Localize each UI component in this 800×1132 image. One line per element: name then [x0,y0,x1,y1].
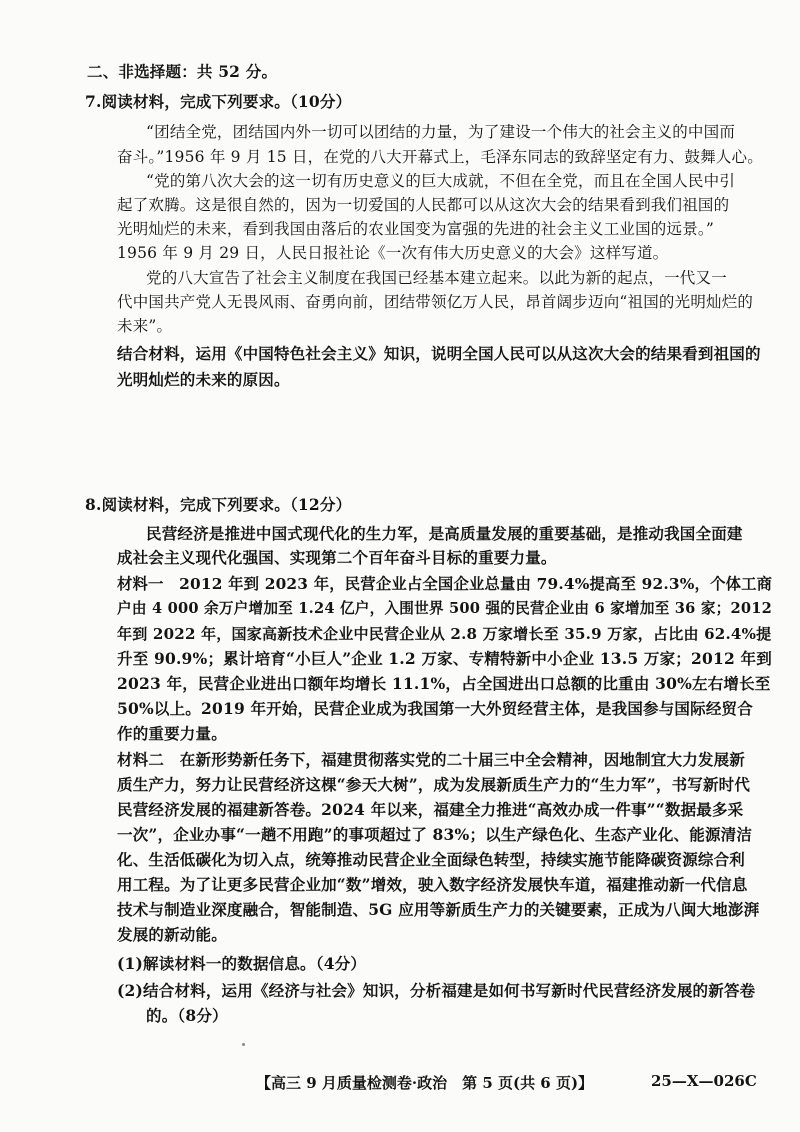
q7-para2-line: 1956 年 9 月 29 日，人民日报社论《一次有伟大历史意义的大会》这样写道。 [117,244,669,262]
footer-exam-code: 25—X—026C [651,1072,757,1090]
q7-para3-line: 未来”。 [117,317,173,335]
q8-material1-line: 2023 年，民营企业进出口额年均增长 11.1%，占全国进出口总额的比重由 30%左右增长至 [117,674,771,693]
q8-material1-line: 材料一 2012 年到 2023 年，民营企业占全国企业总量由 79.4%提高至 92.3%，个体工商 [117,575,773,593]
q7-para2-line: 光明灿烂的未来，看到我国由落后的农业国变为富强的先进的社会主义工业国的远景。” [117,220,714,238]
q7-para3-line: 代中国共产党人无畏风雨、奋勇向前，团结带领亿万人民，昂首阔步迈向“祖国的光明灿烂的 [117,293,754,311]
q8-material2-line: 技术与制造业深度融合，智能制造、5G 应用等新质生产力的关键要素，正成为八闽大地澎湃 [117,900,760,919]
q8-intro-line: 民营经济是推进中国式现代化的生力军，是高质量发展的重要基础，是推动我国全面建 [146,524,743,543]
q8-subquestion-2-line: 的。（8分） [146,1006,228,1025]
q7-para3-line: 党的八大宣告了社会主义制度在我国已经基本建立起来。以此为新的起点，一代又一 [146,269,727,287]
q8-subquestion-2-line: (2)结合材料，运用《经济与社会》知识，分析福建是如何书写新时代民营经济发展的新答卷 [117,981,756,1000]
scan-speck [242,1043,245,1046]
q8-material2-line: 发展的新动能。 [117,925,227,944]
q7-para1-line: “团结全党，团结国内外一切可以团结的力量，为了建设一个伟大的社会主义的中国而 [146,123,736,141]
question-8-title: 8.阅读材料，完成下列要求。（12分） [85,495,352,514]
q8-material1-line: 年到 2022 年，国家高新技术企业中民营企业从 2.8 万家增长至 35.9 万家，占比由 62.4%提 [117,625,772,643]
q8-material1-line: 升至 90.9%；累计培育“小巨人”企业 1.2 万家、专精特新中小企业 13.5 万家；2012 年到 [117,649,772,668]
q8-material2-line: 化、生活低碳化为切入点，统筹推动民营企业全面绿色转型，持续实施节能降碳资源综合利 [117,850,746,869]
q8-material1-line: 作的重要力量。 [117,724,227,743]
q7-para2-line: 起了欢腾。这是很自然的，因为一切爱国的人民都可以从这次大会的结果看到我们祖国的 [117,196,730,214]
q8-material1-line: 户由 4 000 余万户增加至 1.24 亿户，入围世界 500 强的民营企业由 6 家增加至 36 家；2012 [117,600,772,617]
q7-para1-line: 奋斗。”1956 年 9 月 15 日，在党的八大开幕式上，毛泽东同志的致辞坚定有力、鼓舞人心。 [117,148,763,166]
q8-material2-line: 材料二 在新形势新任务下，福建贯彻落实党的二十届三中全会精神，因地制宜大力发展新 [117,750,746,769]
q8-material2-line: 用工程。为了让更多民营企业加“数”增效，驶入数字经济发展快车道，福建推动新一代信息 [117,875,748,894]
footer-page-info: 【高三 9 月质量检测卷·政治 第 5 页(共 6 页)】 [256,1074,594,1092]
q8-material2-line: 一次”，企业办事“一趟不用跑”的事项超过了 83%；以生产绿色化、生态产业化、能源清洁 [117,825,753,844]
q8-material1-line: 50%以上。2019 年开始，民营企业成为我国第一大外贸经营主体，是我国参与国际经贸合 [117,699,753,718]
q7-para2-line: “党的第八次大会的这一切有历史意义的巨大成就，不但在全党，而且在全国人民中引 [146,172,736,190]
question-7-title: 7.阅读材料，完成下列要求。（10分） [85,92,352,111]
q8-subquestion-1: (1)解读材料一的数据信息。（4分） [117,954,367,973]
q7-task-line: 结合材料，运用《中国特色社会主义》知识，说明全国人民可以从这次大会的结果看到祖国的 [117,344,761,363]
section-header: 二、非选择题：共 52 分。 [87,62,278,81]
q8-intro-line: 成社会主义现代化强国、实现第二个百年奋斗目标的重要力量。 [117,548,557,567]
q7-task-line: 光明灿烂的未来的原因。 [117,370,290,389]
q8-material2-line: 民营经济发展的福建新答卷。2024 年以来，福建全力推进“高效办成一件事”“数据最多采 [117,800,744,819]
q8-material2-line: 质生产力，努力让民营经济这棵“参天大树”，成为发展新质生产力的“生力军”，书写新时代 [117,775,751,794]
